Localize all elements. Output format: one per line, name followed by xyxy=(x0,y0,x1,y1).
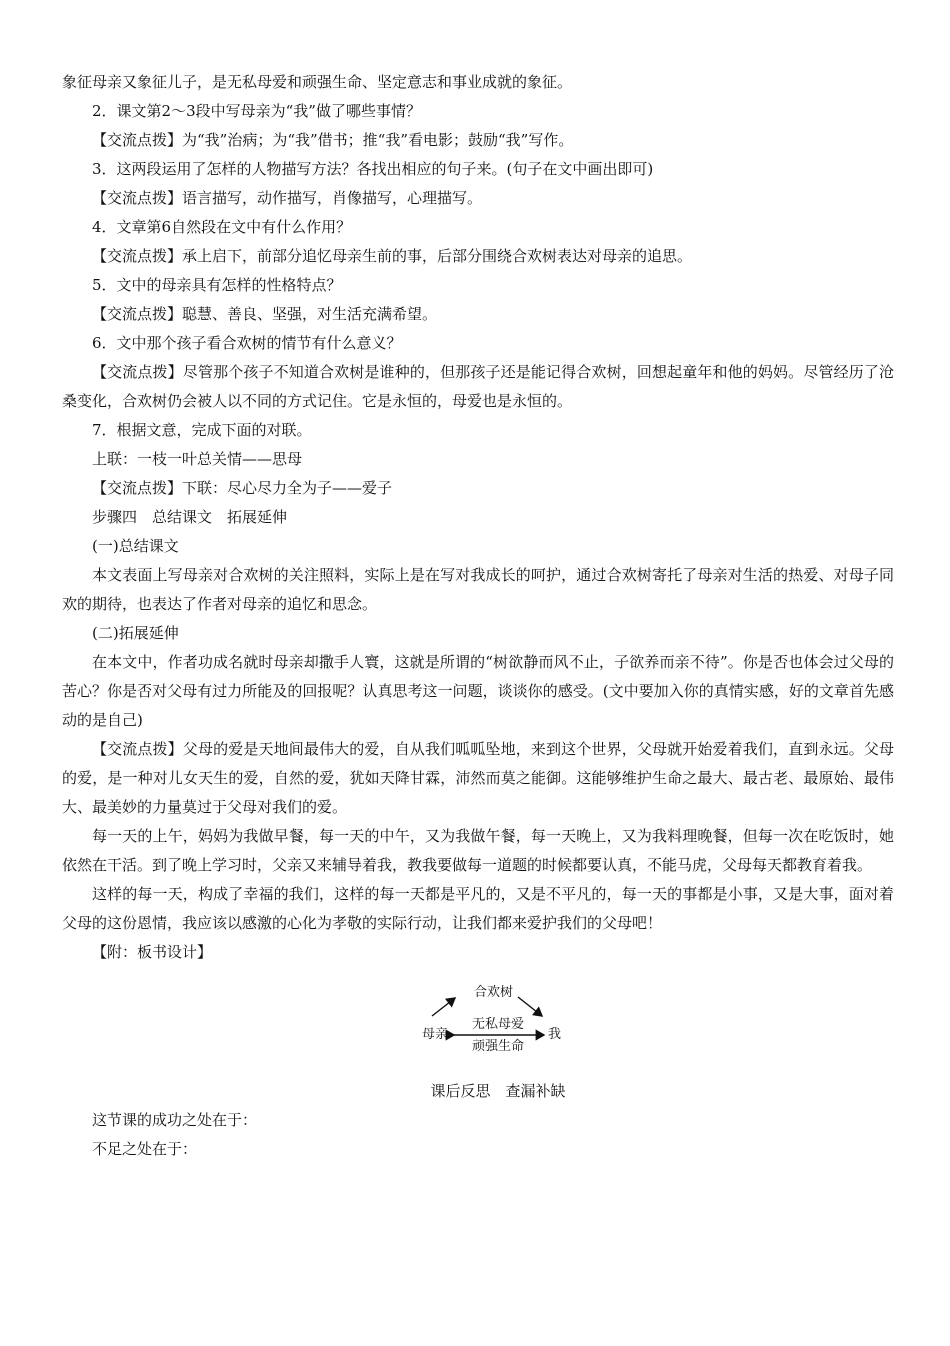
summary-paragraph: 本文表面上写母亲对合欢树的关注照料，实际上是在写对我成长的呵护，通过合欢树寄托了母亲对生活的热爱、对母子同欢的期待，也表达了作者对母亲的追忆和思念。 xyxy=(62,566,894,613)
answer-3: 【交流点拨】语言描写，动作描写，肖像描写，心理描写。 xyxy=(92,189,483,207)
question-2: 2．课文第2～3段中写母亲为“我”做了哪些事情？ xyxy=(92,102,421,120)
main-content xyxy=(62,68,894,967)
question-3: 3．这两段运用了怎样的人物描写方法？各找出相应的句子来。(句子在文中画出即可) xyxy=(92,160,654,178)
question-4: 4．文章第6自然段在文中有什么作用？ xyxy=(92,218,352,236)
answer-6: 【交流点拨】尽管那个孩子不知道合欢树是谁种的，但那孩子还是能记得合欢树，回想起童年和他的妈妈。尽管经历了沧桑变化，合欢树仍会被人以不同的方式记住。它是永恒的，母爱也是永恒的。 xyxy=(62,363,894,410)
answer-7: 【交流点拨】下联：尽心尽力全为子——爱子 xyxy=(92,479,393,497)
couplet-upper: 上联：一枝一叶总关情——思母 xyxy=(92,450,303,468)
section-summary-heading: (一)总结课文 xyxy=(92,537,179,555)
question-6: 6．文中那个孩子看合欢树的情节有什么意义？ xyxy=(92,334,402,352)
reflection-title: 课后反思 查漏补缺 xyxy=(430,1082,566,1100)
board-design-diagram xyxy=(410,983,580,1063)
answer-2: 【交流点拨】为“我”治病；为“我”借书；推“我”看电影；鼓励“我”写作。 xyxy=(92,131,574,149)
answer-paragraph-daily: 每一天的上午，妈妈为我做早餐，每一天的中午，又为我做午餐，每一天晚上，又为我料理晚餐，但每一次在吃饭时，她依然在干活。到了晚上学习时，父亲又来辅导着我，教我要做每一道题的时候都要认真，不能马虎，父母每天都教育着我。 xyxy=(62,827,894,874)
extension-paragraph: 在本文中，作者功成名就时母亲却撒手人寰，这就是所谓的“树欲静而风不止，子欲养而亲不待”。你是否也体会过父母的苦心？你是否对父母有过力所能及的回报呢？认真思考这一问题，谈谈你的感受。(文中要加入你的真情实感，好的文章首先感动的是自己) xyxy=(62,653,894,729)
after-class-section xyxy=(62,1077,894,1164)
arrow-mother-to-tree xyxy=(432,998,455,1016)
answer-4: 【交流点拨】承上启下，前部分追忆母亲生前的事，后部分围绕合欢树表达对母亲的追思。 xyxy=(92,247,693,265)
diagram-label-mother: 母亲 xyxy=(422,1027,449,1042)
question-5: 5．文中的母亲具有怎样的性格特点？ xyxy=(92,276,342,294)
arrow-tree-to-me xyxy=(518,997,542,1016)
section-extension-heading: (二)拓展延伸 xyxy=(92,624,179,642)
question-7: 7．根据文意，完成下面的对联。 xyxy=(92,421,312,439)
answer-paragraph-gratitude: 这样的每一天，构成了幸福的我们，这样的每一天都是平凡的，又是不平凡的，每一天的事都是小事，又是大事，面对着父母的这份恩情，我应该以感激的心化为孝敬的实际行动，让我们都来爱护我们的父母吧！ xyxy=(62,885,894,932)
reflection-success: 这节课的成功之处在于： xyxy=(92,1111,258,1129)
text-line-symbol: 象征母亲又象征儿子，是无私母爱和顽强生命、坚定意志和事业成就的象征。 xyxy=(62,73,573,91)
answer-paragraph-love: 【交流点拨】父母的爱是天地间最伟大的爱，自从我们呱呱坠地，来到这个世界，父母就开始爱着我们，直到永远。父母的爱，是一种对儿女天生的爱，自然的爱，犹如天降甘霖，沛然而莫之能御。这能够维护生命之最大、最古老、最原始、最伟大、最美妙的力量莫过于父母对我们的爱。 xyxy=(62,740,894,816)
diagram-label-tree: 合欢树 xyxy=(474,985,514,1000)
diagram-label-selfless-love: 无私母爱 xyxy=(472,1017,525,1032)
answer-5: 【交流点拨】聪慧、善良、坚强，对生活充满希望。 xyxy=(92,305,438,323)
diagram-label-tenacious-life: 顽强生命 xyxy=(472,1039,525,1054)
reflection-shortcoming: 不足之处在于： xyxy=(92,1140,198,1158)
diagram-label-me: 我 xyxy=(548,1027,562,1042)
board-design-label: 【附：板书设计】 xyxy=(92,943,213,961)
step-four-heading: 步骤四 总结课文 拓展延伸 xyxy=(92,508,288,526)
